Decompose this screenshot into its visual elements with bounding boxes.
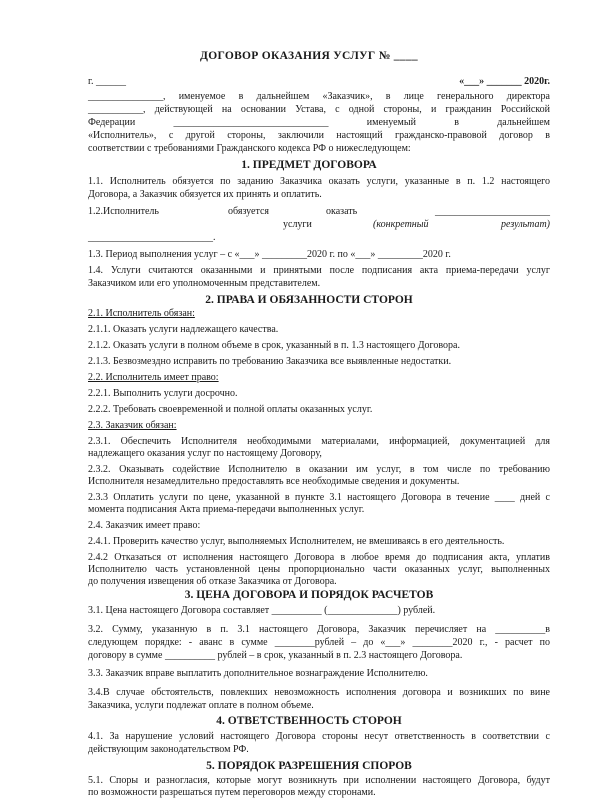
subsection-2-3: 2.3. Заказчик обязан: [88,420,177,431]
clause-4-1: действующим законодательством РФ. [88,744,249,755]
clause-1-1: Договора, а Заказчик обязуется их принять и оплатить. [88,189,322,200]
contract-date: «___» _______ 2020г. [459,76,550,87]
clause-2-3-3: 2.3.3 Оплатить услуги по цене, указанной в пункте 3.1 настоящего Договора в течение ____ дней с [88,492,550,503]
clause-2-1-2: 2.1.2. Оказать услуги в полном объеме в срок, указанный в п. 1.3 настоящего Договора. [88,340,460,351]
preamble-line: соответствии с требованиями Гражданского кодекса РФ о нижеследующем: [88,143,411,154]
clause-2-2-2: 2.2.2. Требовать своевременной и полной оплаты оказанных услуг. [88,404,373,415]
clause-1-2-text: (конкретный [373,219,429,230]
clause-2-4-1: 2.4.1. Проверить качество услуг, выполняемых Исполнителем, не вмешиваясь в его деятельность. [88,536,505,547]
clause-2-3-2: Исполнителя незамедлительно предоставлять все необходимые сведения и документы. [88,476,460,487]
clause-2-4-2: до получения извещения об отказе Заказчика от Договора. [88,576,337,587]
clause-2-1-1: 2.1.1. Оказать услуги надлежащего качества. [88,324,279,335]
clause-2-3-1: надлежащего оказания услуг по настоящему Договору, [88,448,322,459]
city-field: г. ______ [88,76,126,87]
preamble-line: «Исполнитель», с другой стороны, заключили настоящий гражданско-правовой договор в [88,130,550,141]
clause-2-2-1: 2.2.1. Выполнить услуги досрочно. [88,388,238,399]
clause-1-2-text: услуги [283,219,312,230]
clause-2-1-3: 2.1.3. Безвозмездно исправить по требованию Заказчика все выявленные недостатки. [88,356,452,367]
clause-2-4-2: 2.4.2 Отказаться от исполнения настоящего Договора в любое время до подписания акта, уплатив [88,552,550,563]
subsection-2-1: 2.1. Исполнитель обязан: [88,308,195,319]
clause-5-1: по возможности разрешаться путем переговоров между сторонами. [88,787,376,798]
section-3-heading: 3. ЦЕНА ДОГОВОРА И ПОРЯДОК РАСЧЕТОВ [184,589,434,601]
subsection-2-2: 2.2. Исполнитель имеет право: [88,372,219,383]
clause-1-2-text: 1.2.Исполнитель [88,206,159,217]
clause-3-3: 3.3. Заказчик вправе выплатить дополнительное вознаграждение Исполнителю. [88,668,428,679]
document-title: ДОГОВОР ОКАЗАНИЯ УСЛУГ № ____ [200,50,418,62]
section-5-heading: 5. ПОРЯДОК РАЗРЕШЕНИЯ СПОРОВ [206,760,412,772]
section-2-heading: 2. ПРАВА И ОБЯЗАННОСТИ СТОРОН [205,294,413,306]
subsection-2-4: 2.4. Заказчик имеет право: [88,520,201,531]
clause-1-2-text: обязуется [228,206,270,217]
clause-1-2-blank: _______________________ [435,206,550,217]
clause-1-2-text: результат) [501,219,550,230]
clause-3-2: договору в сумме __________ рублей – в срок, указанный в п. 2.3 настоящего Договора. [88,650,463,661]
clause-1-2-blank: _________________________. [88,232,216,243]
clause-5-1: 5.1. Споры и разногласия, которые могут возникнуть при исполнении настоящего Договора, будут [88,775,550,786]
clause-3-2: 3.2. Сумму, указанную в п. 3.1 настоящего Договора, Заказчик перечисляет на __________в [88,624,550,635]
clause-2-3-1: 2.3.1. Обеспечить Исполнителя необходимыми материалами, информацией, документацией для [88,436,550,447]
clause-1-3: 1.3. Период выполнения услуг – с «___» _________2020 г. по «___» _________2020 г. [88,249,451,260]
clause-1-4: Заказчиком или его уполномоченным представителем. [88,278,321,289]
preamble-line: _______________, именуемое в дальнейшем «Заказчик», в лице генерального директора [88,91,550,102]
clause-4-1: 4.1. За нарушение условий настоящего Договора стороны несут ответственность в соответствии с [88,731,550,742]
clause-1-2-line-2 [88,219,550,231]
clause-1-2-text: оказать [326,206,358,217]
clause-3-2: следующем порядке: - аванс в сумме ________рублей – до «___» ________2020 г., - расчет по [88,637,550,648]
clause-1-2-line-1 [88,206,550,218]
clause-3-4: 3.4.В случае обстоятельств, повлекших невозможность исполнения договора и возникших по вине [88,687,550,698]
clause-3-1: 3.1. Цена настоящего Договора составляет __________ (______________) рублей. [88,605,436,616]
clause-1-4: 1.4. Услуги считаются оказанными и принятыми после подписания акта приема-передачи услуг [88,265,550,276]
clause-1-1: 1.1. Исполнитель обязуется по заданию Заказчика оказать услуги, указанные в п. 1.2 настоящего [88,176,550,187]
preamble-line: ___________, действующей на основании Устава, с одной стороны, и гражданин Российской [88,104,550,115]
clause-2-3-2: 2.3.2. Оказывать содействие Исполнителю в оказании им услуг, в том числе по требованию [88,464,550,475]
clause-2-3-3: момента подписания Акта приема-передачи выполненных услуг. [88,504,365,515]
section-4-heading: 4. ОТВЕТСТВЕННОСТЬ СТОРОН [216,715,402,727]
section-1-heading: 1. ПРЕДМЕТ ДОГОВОРА [241,159,377,171]
clause-3-4: Заказчика, услуги подлежат оплате в полном объеме. [88,700,314,711]
clause-2-4-2: Исполнителю часть установленной цены пропорционально части оказанных услуг, выполненных [88,564,550,575]
preamble-line: Федерации _______________________________ именуемый в дальнейшем [88,117,550,128]
